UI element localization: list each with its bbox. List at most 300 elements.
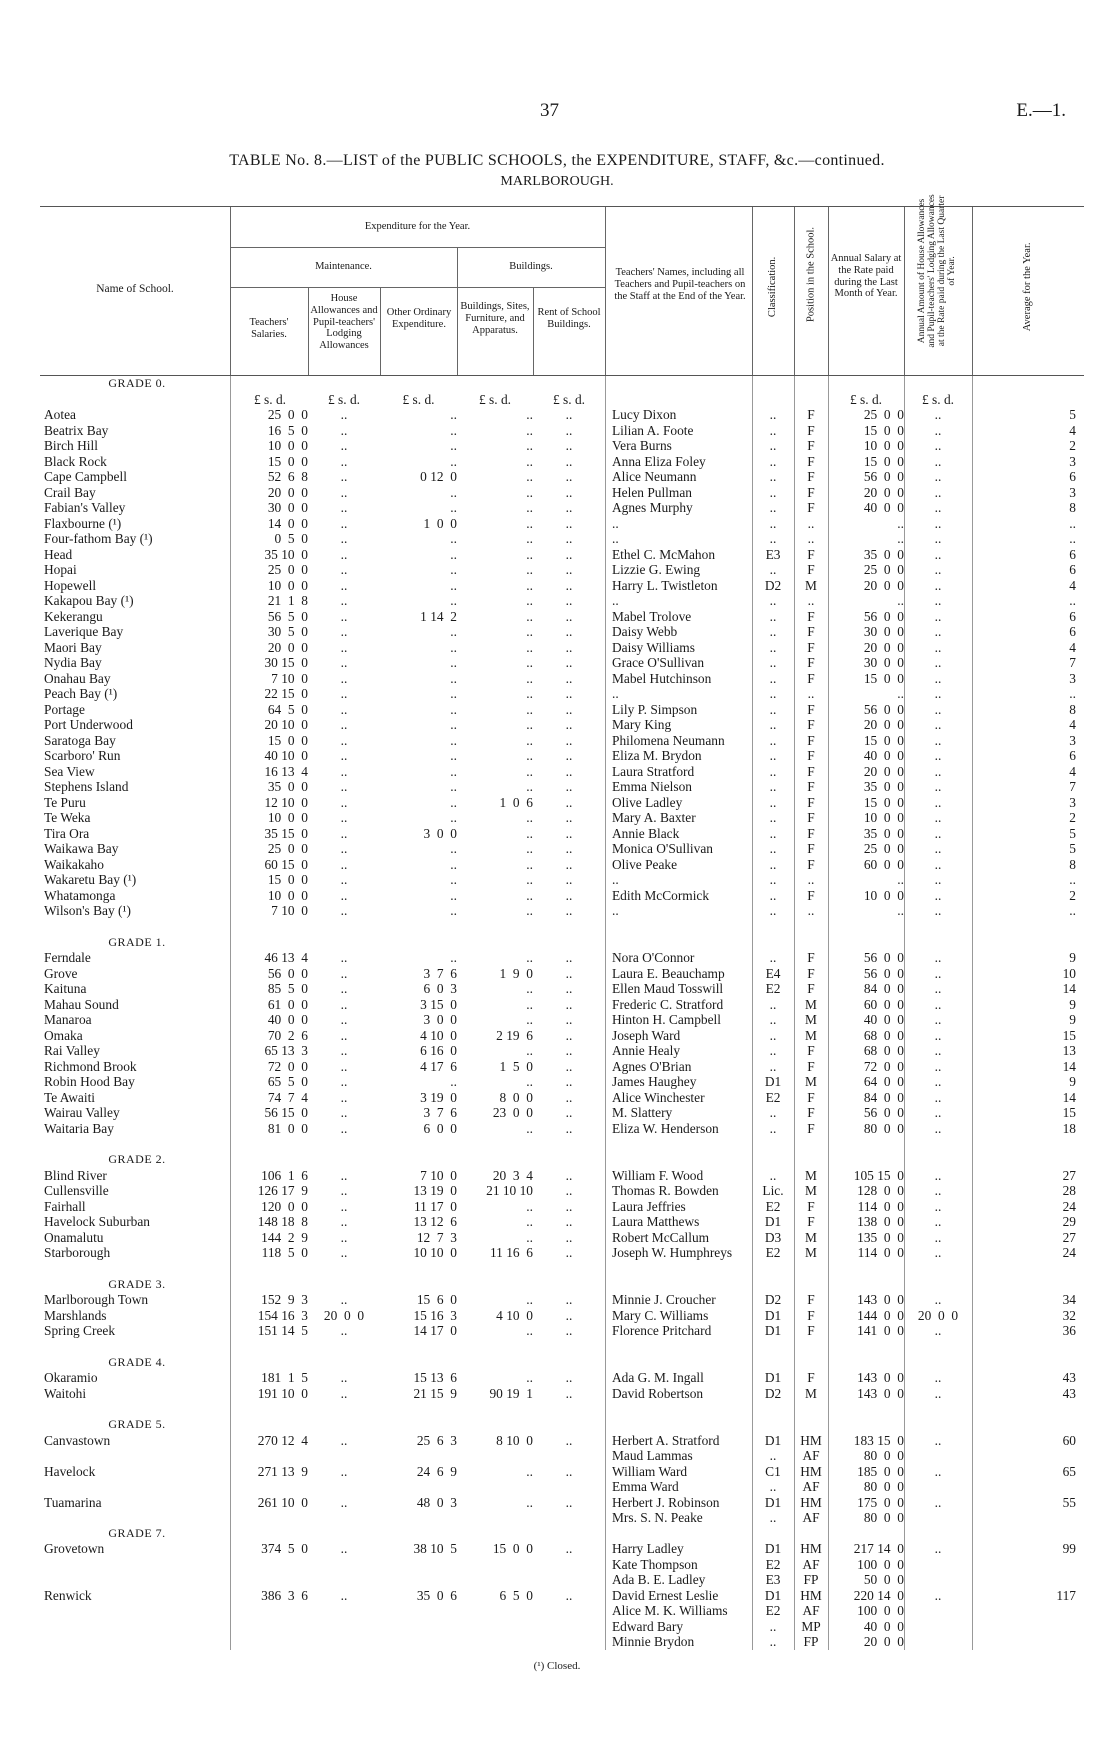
teacher-name: Eliza W. Henderson: [612, 1120, 719, 1136]
position: HM: [800, 1432, 822, 1448]
buildings-expenditure: ..: [526, 608, 533, 624]
table-row: [40, 997, 1084, 1013]
teacher-name: Robert McCallum: [612, 1229, 710, 1245]
annual-salary: 20 0 0: [863, 484, 904, 500]
classification: ..: [769, 732, 777, 748]
buildings-expenditure: 90 19 1: [489, 1385, 533, 1401]
annual-salary: 64 0 0: [863, 1074, 904, 1089]
teachers-salaries: 35 15 0: [264, 825, 308, 841]
other-expenditure: ..: [450, 438, 457, 453]
teacher-name: Lily P. Simpson: [612, 701, 698, 717]
average-attendance: 14: [1062, 981, 1076, 996]
house-allowance-annual: ..: [934, 1541, 942, 1556]
position: F: [807, 810, 815, 825]
classification: E3: [765, 1572, 781, 1587]
table-row: [40, 779, 1084, 795]
rent: ..: [565, 469, 573, 484]
buildings-expenditure: ..: [526, 1370, 533, 1385]
classification: D1: [764, 1307, 782, 1323]
teachers-salaries: 16 5 0: [267, 422, 308, 438]
table-row: [40, 1323, 1084, 1339]
house-allowances: ..: [340, 810, 348, 825]
table-row: [40, 485, 1084, 501]
table-row: [40, 1619, 1084, 1635]
teacher-name: Lilian A. Foote: [612, 422, 694, 438]
other-expenditure: ..: [450, 670, 457, 686]
house-allowance-annual: ..: [934, 825, 942, 841]
rent: ..: [565, 887, 573, 903]
table-row: [40, 1168, 1084, 1184]
table-row: [40, 1121, 1084, 1137]
teacher-name: Ethel C. McMahon: [612, 546, 716, 562]
annual-salary: 20 0 0: [863, 639, 904, 655]
average-attendance: 27: [1062, 1229, 1076, 1245]
table-row: [40, 640, 1084, 656]
classification: ..: [769, 639, 777, 655]
annual-salary: 217 14 0: [853, 1541, 904, 1556]
table-row: [40, 593, 1084, 609]
footnote: (¹) Closed.: [533, 1660, 581, 1672]
rent: ..: [565, 1432, 573, 1448]
house-allowance-annual: ..: [934, 1043, 942, 1058]
teacher-name: Mary A. Baxter: [612, 810, 696, 825]
position: F: [807, 950, 815, 965]
annual-salary: 40 0 0: [863, 748, 904, 763]
house-allowances: ..: [340, 965, 348, 981]
row-spacer: [40, 919, 1084, 935]
annual-salary: ..: [897, 531, 904, 546]
rent: ..: [565, 407, 573, 422]
position: F: [807, 639, 815, 655]
buildings-expenditure: 2 19 6: [496, 1027, 533, 1043]
house-allowances: ..: [340, 546, 348, 562]
other-expenditure: 24 6 9: [416, 1463, 457, 1479]
table-row: [40, 1448, 1084, 1464]
position: M: [805, 996, 817, 1012]
house-allowance-annual: ..: [934, 546, 942, 562]
teachers-salaries: 148 18 8: [257, 1214, 308, 1229]
classification: ..: [769, 438, 777, 453]
buildings-expenditure: 21 10 10: [486, 1183, 533, 1198]
annual-salary: 56 0 0: [863, 950, 904, 965]
currency-units: £ s. d.: [479, 391, 511, 407]
average-attendance: ..: [1069, 531, 1076, 546]
school-name: Nydia Bay: [44, 655, 102, 670]
rent: ..: [565, 1541, 573, 1556]
rent: ..: [565, 825, 573, 841]
house-allowance-annual: ..: [934, 1167, 942, 1183]
table-row: [40, 1386, 1084, 1402]
average-attendance: 4: [1069, 717, 1076, 732]
classification: ..: [769, 1058, 777, 1074]
position: F: [807, 453, 815, 469]
classification: E2: [765, 1556, 781, 1572]
rent: ..: [565, 670, 573, 686]
school-name: Rai Valley: [44, 1043, 100, 1058]
classification: D1: [764, 1370, 782, 1385]
annual-salary: 10 0 0: [863, 887, 904, 903]
position: MP: [801, 1618, 821, 1634]
house-allowance-annual: ..: [934, 856, 942, 872]
house-allowances: ..: [340, 562, 348, 577]
rent: ..: [565, 1587, 573, 1603]
classification: ..: [769, 810, 777, 825]
average-attendance: 2: [1069, 438, 1076, 453]
position: F: [807, 1043, 815, 1058]
house-allowances: ..: [340, 701, 348, 717]
position: F: [807, 469, 815, 484]
school-name: Spring Creek: [44, 1323, 116, 1338]
annual-salary: 25 0 0: [863, 407, 904, 422]
rent: ..: [565, 841, 573, 856]
table-row: [40, 903, 1084, 919]
other-expenditure: ..: [450, 717, 457, 732]
classification: ..: [769, 1479, 777, 1494]
teachers-salaries: 270 12 4: [257, 1432, 308, 1448]
average-attendance: 55: [1062, 1494, 1076, 1510]
house-allowance-annual: ..: [934, 717, 942, 732]
annual-salary: 40 0 0: [863, 1618, 904, 1634]
teachers-salaries: 14 0 0: [267, 515, 308, 531]
average-attendance: 36: [1062, 1323, 1076, 1338]
teachers-salaries: 70 2 6: [267, 1027, 308, 1043]
average-attendance: 60: [1062, 1432, 1076, 1448]
teacher-name: Daisy Williams: [612, 639, 695, 655]
position: F: [807, 825, 815, 841]
table-row: [40, 841, 1084, 857]
header-average: Average for the Year.: [1022, 242, 1034, 332]
position: M: [805, 1074, 817, 1089]
position: AF: [802, 1448, 820, 1463]
table-row: [40, 655, 1084, 671]
classification: D1: [764, 1074, 782, 1089]
house-allowances: ..: [340, 407, 348, 422]
house-allowances: ..: [340, 1541, 348, 1556]
other-expenditure: ..: [450, 453, 457, 469]
school-name: Waitaria Bay: [44, 1120, 114, 1136]
buildings-expenditure: 8 0 0: [499, 1089, 533, 1105]
position: F: [807, 1292, 815, 1307]
teacher-name: Herbert J. Robinson: [612, 1494, 720, 1510]
table-row: [40, 1074, 1084, 1090]
classification: ..: [769, 701, 777, 717]
teacher-name: Ellen Maud Tosswill: [612, 981, 724, 996]
table-row: [40, 950, 1084, 966]
average-attendance: 6: [1069, 546, 1076, 562]
house-allowances: ..: [340, 1214, 348, 1229]
grade-heading: [40, 1526, 1084, 1542]
rent: ..: [565, 453, 573, 469]
buildings-expenditure: ..: [526, 1043, 533, 1058]
classification: ..: [769, 624, 777, 639]
rent: ..: [565, 562, 573, 577]
page-number: 37: [540, 100, 559, 121]
house-allowance-annual: ..: [934, 1245, 942, 1260]
house-allowances: ..: [340, 453, 348, 469]
school-name: Peach Bay (¹): [44, 686, 118, 701]
buildings-expenditure: ..: [526, 887, 533, 903]
teacher-name: Olive Ladley: [612, 794, 683, 810]
classification: ..: [769, 500, 777, 515]
buildings-expenditure: ..: [526, 732, 533, 748]
buildings-expenditure: ..: [526, 1229, 533, 1245]
rent: ..: [565, 1385, 573, 1401]
buildings-expenditure: ..: [526, 438, 533, 453]
position: HM: [800, 1587, 822, 1603]
classification: E4: [765, 965, 781, 981]
teachers-salaries: 126 17 9: [257, 1183, 308, 1198]
house-allowance-annual: ..: [934, 562, 942, 577]
annual-salary: ..: [897, 593, 904, 608]
annual-salary: ..: [897, 872, 904, 887]
other-expenditure: ..: [450, 546, 457, 562]
table-row: [40, 500, 1084, 516]
other-expenditure: 11 17 0: [413, 1198, 457, 1214]
house-allowance-annual: ..: [934, 1587, 942, 1603]
teacher-name: William F. Wood: [612, 1167, 704, 1183]
rent: ..: [565, 779, 573, 794]
house-allowance-annual: ..: [934, 500, 942, 515]
other-expenditure: ..: [450, 748, 457, 763]
annual-salary: 56 0 0: [863, 469, 904, 484]
house-allowances: ..: [340, 950, 348, 965]
buildings-expenditure: ..: [526, 872, 533, 887]
buildings-expenditure: ..: [526, 903, 533, 918]
house-allowances: ..: [340, 1587, 348, 1603]
table-row: [40, 702, 1084, 718]
position: M: [805, 1385, 817, 1401]
position: M: [805, 1167, 817, 1183]
school-name: Omaka: [44, 1027, 83, 1043]
annual-salary: 56 0 0: [863, 1105, 904, 1120]
school-name: Te Puru: [44, 794, 86, 810]
table-row: [40, 1199, 1084, 1215]
average-attendance: 24: [1062, 1245, 1076, 1260]
average-attendance: 27: [1062, 1167, 1076, 1183]
rent: ..: [565, 1214, 573, 1229]
classification: ..: [769, 1167, 777, 1183]
buildings-expenditure: ..: [526, 841, 533, 856]
rent: ..: [565, 655, 573, 670]
position: F: [807, 1105, 815, 1120]
position: F: [807, 1120, 815, 1136]
teachers-salaries: 40 10 0: [264, 748, 308, 763]
house-allowance-annual: ..: [934, 794, 942, 810]
classification: ..: [769, 887, 777, 903]
rent: ..: [565, 1105, 573, 1120]
grade-label: GRADE 5.: [108, 1417, 166, 1431]
teacher-name: Vera Burns: [612, 438, 672, 453]
annual-salary: 50 0 0: [863, 1572, 904, 1587]
table-row: [40, 1308, 1084, 1324]
school-name: Saratoga Bay: [44, 732, 116, 748]
teacher-name: Joseph Ward: [612, 1027, 681, 1043]
header-annual: Annual Salary at the Rate paid during the Last Month of Year.: [830, 253, 902, 300]
position: AF: [802, 1479, 820, 1494]
teacher-name: Laura Jeffries: [612, 1198, 686, 1214]
house-allowances: ..: [340, 438, 348, 453]
average-attendance: 9: [1069, 1012, 1076, 1027]
position: M: [805, 1245, 817, 1260]
average-attendance: 24: [1062, 1198, 1076, 1214]
average-attendance: 8: [1069, 500, 1076, 515]
position: F: [807, 1214, 815, 1229]
annual-salary: 143 0 0: [857, 1385, 904, 1401]
annual-salary: 141 0 0: [857, 1323, 904, 1338]
other-expenditure: 13 19 0: [413, 1183, 457, 1198]
house-allowances: ..: [340, 500, 348, 515]
position: ..: [807, 903, 815, 918]
annual-salary: 114 0 0: [857, 1198, 904, 1214]
table-row: [40, 1479, 1084, 1495]
classification: ..: [769, 1510, 777, 1525]
annual-salary: 80 0 0: [863, 1510, 904, 1525]
grade-heading: [40, 1277, 1084, 1293]
other-expenditure: ..: [450, 810, 457, 825]
other-expenditure: 48 0 3: [416, 1494, 457, 1510]
house-allowances: ..: [340, 1167, 348, 1183]
grade-label: GRADE 1.: [108, 934, 166, 949]
teacher-name: Kate Thompson: [612, 1556, 698, 1572]
school-name: Flaxbourne (¹): [44, 515, 122, 531]
school-name: Fabian's Valley: [44, 500, 126, 515]
table-row: [40, 888, 1084, 904]
average-attendance: 10: [1062, 965, 1076, 981]
other-expenditure: 1 0 0: [423, 515, 457, 531]
teachers-salaries: 20 0 0: [267, 639, 308, 655]
teacher-name: William Ward: [612, 1463, 688, 1479]
rent: ..: [565, 686, 573, 701]
classification: E3: [765, 546, 781, 562]
house-allowance-annual: ..: [934, 407, 942, 422]
average-attendance: 34: [1062, 1292, 1076, 1307]
other-expenditure: 12 7 3: [416, 1229, 457, 1245]
house-allowance-annual: ..: [934, 1323, 942, 1338]
school-name: Kaituna: [44, 981, 87, 996]
annual-salary: 143 0 0: [857, 1370, 904, 1385]
rent: ..: [565, 624, 573, 639]
currency-units: £ s. d.: [850, 391, 882, 407]
position: M: [805, 1027, 817, 1043]
average-attendance: 8: [1069, 701, 1076, 717]
teacher-name: Herbert A. Stratford: [612, 1432, 720, 1448]
position: F: [807, 655, 815, 670]
document-code: E.—1.: [1016, 100, 1066, 121]
other-expenditure: 14 17 0: [413, 1323, 457, 1338]
teacher-name: ..: [612, 686, 619, 701]
buildings-expenditure: ..: [526, 577, 533, 593]
school-name: Scarboro' Run: [44, 748, 121, 763]
position: F: [807, 748, 815, 763]
table-row: [40, 531, 1084, 547]
position: F: [807, 856, 815, 872]
currency-units: £ s. d.: [254, 391, 286, 407]
header-name: Name of School.: [96, 283, 174, 295]
teachers-salaries: 56 15 0: [264, 1105, 308, 1120]
average-attendance: 9: [1069, 996, 1076, 1012]
buildings-expenditure: ..: [526, 1323, 533, 1338]
average-attendance: 3: [1069, 732, 1076, 748]
table-row: [40, 857, 1084, 873]
classification: E2: [765, 1198, 781, 1214]
house-allowance-annual: ..: [934, 639, 942, 655]
house-allowance-annual: ..: [934, 531, 942, 546]
row-spacer: [40, 1401, 1084, 1417]
table-row: [40, 1603, 1084, 1619]
school-name: Birch Hill: [44, 438, 98, 453]
classification: ..: [769, 996, 777, 1012]
annual-salary: 80 0 0: [863, 1448, 904, 1463]
teachers-salaries: 144 2 9: [261, 1229, 308, 1245]
rent: ..: [565, 1494, 573, 1510]
annual-salary: 68 0 0: [863, 1043, 904, 1058]
house-allowances: ..: [340, 1183, 348, 1198]
header-expenditure: Expenditure for the Year.: [364, 221, 471, 232]
house-allowance-annual: ..: [934, 763, 942, 779]
house-allowances: ..: [340, 825, 348, 841]
annual-salary: 56 0 0: [863, 701, 904, 717]
teacher-name: Nora O'Connor: [612, 950, 695, 965]
house-allowances: ..: [340, 1012, 348, 1027]
other-expenditure: 15 16 3: [413, 1307, 457, 1323]
teachers-salaries: 374 5 0: [261, 1541, 308, 1556]
table-row: [40, 423, 1084, 439]
grade-heading: [40, 1417, 1084, 1433]
position: AF: [802, 1510, 820, 1525]
teachers-salaries: 25 0 0: [267, 407, 308, 422]
average-attendance: ..: [1069, 515, 1076, 531]
teachers-salaries: 7 10 0: [271, 670, 308, 686]
annual-salary: 40 0 0: [863, 500, 904, 515]
school-name: Te Weka: [44, 810, 91, 825]
teachers-salaries: 35 0 0: [267, 779, 308, 794]
teachers-salaries: 12 10 0: [264, 794, 308, 810]
buildings-expenditure: ..: [526, 500, 533, 515]
header-house-annual: Annual Amount of House Allowances and Pupil-teachers' Lodging Allowances at the Rate paid during the Last Quarter of Year.: [917, 194, 957, 348]
house-allowances: ..: [340, 872, 348, 887]
rent: ..: [565, 546, 573, 562]
rent: ..: [565, 1027, 573, 1043]
average-attendance: 117: [1056, 1587, 1076, 1603]
header-rent: Rent of School Buildings.: [537, 307, 601, 330]
buildings-expenditure: 20 3 4: [492, 1167, 533, 1183]
rent: ..: [565, 903, 573, 918]
school-name: Marlborough Town: [44, 1292, 149, 1307]
other-expenditure: 1 14 2: [420, 608, 457, 624]
rent: ..: [565, 438, 573, 453]
house-allowance-annual: ..: [934, 484, 942, 500]
rent: ..: [565, 422, 573, 438]
classification: E2: [765, 1603, 781, 1618]
table-row: [40, 407, 1084, 423]
school-name: Whatamonga: [44, 887, 116, 903]
annual-salary: 100 0 0: [857, 1603, 904, 1618]
teacher-name: Grace O'Sullivan: [612, 655, 705, 670]
header-house: House Allowances and Pupil-teachers' Lodging Allowances: [310, 293, 378, 351]
buildings-expenditure: ..: [526, 562, 533, 577]
school-name: Okaramio: [44, 1370, 98, 1385]
house-allowance-annual: ..: [934, 577, 942, 593]
table-row: [40, 1059, 1084, 1075]
position: FP: [803, 1572, 819, 1587]
teacher-name: Monica O'Sullivan: [612, 841, 713, 856]
school-name: Tuamarina: [44, 1494, 102, 1510]
annual-salary: 30 0 0: [863, 624, 904, 639]
school-name: Robin Hood Bay: [44, 1074, 135, 1089]
buildings-expenditure: 11 16 6: [489, 1245, 533, 1260]
annual-salary: 138 0 0: [857, 1214, 904, 1229]
other-expenditure: ..: [450, 639, 457, 655]
